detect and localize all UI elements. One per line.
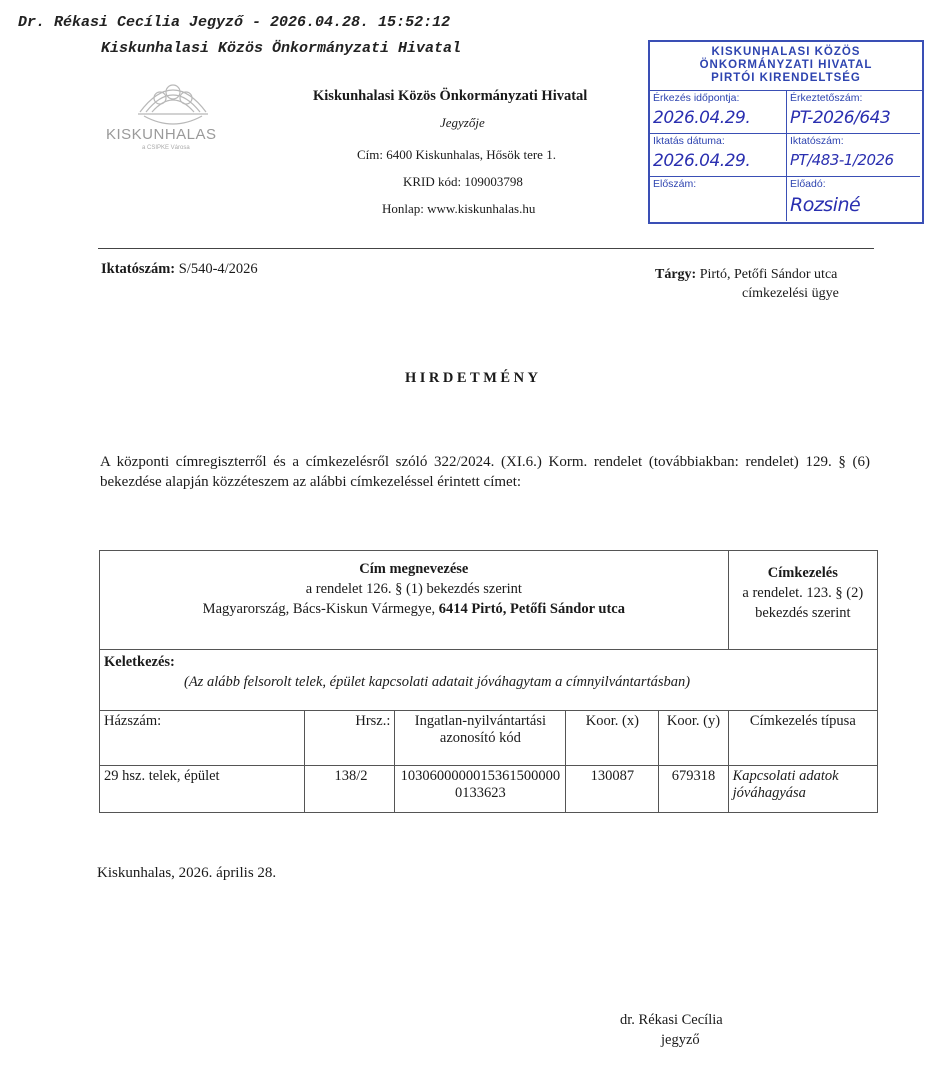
column-header: Házszám:	[100, 711, 305, 766]
address-bold: 6414 Pirtó, Petőfi Sándor utca	[438, 601, 625, 617]
column-header: Címkezelés típusa	[728, 711, 877, 766]
origin-note: (Az alább felsorolt telek, épület kapcsolati adatait jóváhagytam a címnyilvántartásban)	[184, 674, 691, 690]
address-handling-subtitle: a rendelet. 123. § (2) bekezdés szerint	[742, 585, 864, 621]
stamp-label: Előadó:	[790, 178, 826, 190]
office-title: Kiskunhalasi Közös Önkormányzati Hivatal	[313, 88, 588, 104]
stamp-label: Érkezés időpontja:	[653, 92, 740, 104]
subject-label: Tárgy:	[655, 267, 697, 282]
body-paragraph: A központi címregiszterről és a címkezelésről szóló 322/2024. (XI.6.) Korm. rendelet (továbbiakban: rendelet) 129. § (6) bekezdése alapján közzéteszem az alábbi címkezeléssel érintett címet:	[100, 454, 870, 490]
office-krid: KRID kód: 109003798	[403, 174, 523, 189]
stamp-label: Érkeztetőszám:	[790, 92, 863, 104]
cell-handling-type: Kapcsolati adatok jóváhagyása	[728, 766, 877, 813]
registry-stamp-heading	[650, 42, 922, 91]
subject	[655, 267, 837, 283]
office-address: Cím: 6400 Kiskunhalas, Hősök tere 1.	[357, 147, 556, 162]
cell-registry-code: 10306000000153615000000133623	[395, 766, 566, 813]
signature-stamp-line: Dr. Rékasi Cecília Jegyző - 2026.04.28. 15:52:12	[18, 14, 451, 31]
document-title: HIRDETMÉNY	[405, 370, 542, 386]
table-row	[100, 766, 878, 813]
stamp-filing-date	[650, 134, 787, 177]
stamp-heading-line: PIRTÓI KIRENDELTSÉG	[711, 72, 861, 84]
stamp-value: 2026.04.29.	[653, 108, 751, 128]
subject-line: Pirtó, Petőfi Sándor utca	[699, 267, 838, 282]
stamp-filing-number	[787, 134, 920, 177]
cell-parcel-number: 138/2	[304, 766, 395, 813]
logo-tagline: a CSIPKE Városa	[142, 145, 190, 151]
address-name-subtitle: a rendelet 126. § (1) bekezdés szerint	[305, 581, 522, 597]
issuer-stamp-line: Kiskunhalasi Közös Önkormányzati Hivatal	[101, 40, 462, 57]
stamp-prior-number	[650, 177, 787, 221]
stamp-label: Előszám:	[653, 178, 697, 190]
stamp-value: Rozsiné	[790, 194, 861, 216]
header-divider	[98, 248, 874, 249]
stamp-label: Iktatás dátuma:	[653, 135, 725, 147]
column-header: Ingatlan-nyilvántartási azonosító kód	[395, 711, 566, 766]
address-table	[99, 550, 878, 813]
cell-house-number: 29 hsz. telek, épület	[100, 766, 305, 813]
stamp-arrival-number	[787, 91, 920, 134]
stamp-heading-line: KISKUNHALASI KÖZÖS	[711, 46, 861, 58]
logo-text: KISKUNHALAS	[106, 126, 217, 143]
reference-number	[101, 261, 258, 278]
address-handling-title: Címkezelés	[767, 565, 838, 581]
origin-row	[100, 650, 878, 711]
registry-stamp	[648, 40, 924, 224]
stamp-clerk	[787, 177, 920, 221]
office-website: Honlap: www.kiskunhalas.hu	[382, 201, 536, 216]
stamp-value: PT/483-1/2026	[790, 151, 894, 169]
place-date: Kiskunhalas, 2026. április 28.	[97, 865, 277, 881]
table-header-row	[100, 551, 878, 650]
city-logo	[108, 70, 238, 160]
office-subtitle: Jegyzője	[440, 115, 485, 130]
stamp-arrival-date	[650, 91, 787, 134]
signatory-title: jegyző	[661, 1032, 700, 1048]
stamp-label: Iktatószám:	[790, 135, 844, 147]
address-name-title: Cím megnevezése	[359, 561, 469, 577]
cell-coord-x: 130087	[566, 766, 659, 813]
address-name-cell	[100, 551, 729, 650]
reference-label: Iktatószám:	[101, 261, 176, 277]
column-header-row	[100, 711, 878, 766]
address-plain: Magyarország, Bács-Kiskun Vármegye,	[202, 601, 439, 617]
subject-line-2: címkezelési ügye	[742, 286, 839, 301]
cell-coord-y: 679318	[659, 766, 728, 813]
column-header: Koor. (x)	[566, 711, 659, 766]
column-header: Hrsz.:	[304, 711, 395, 766]
column-header: Koor. (y)	[659, 711, 728, 766]
stamp-value: 2026.04.29.	[653, 151, 751, 171]
stamp-value: PT-2026/643	[790, 108, 891, 128]
stamp-heading-line: ÖNKORMÁNYZATI HIVATAL	[699, 59, 873, 71]
origin-label: Keletkezés:	[104, 654, 175, 670]
reference-value: S/540-4/2026	[178, 261, 258, 277]
address-handling-cell	[728, 551, 877, 650]
signatory-name: dr. Rékasi Cecília	[620, 1012, 723, 1028]
origin-cell	[100, 650, 878, 711]
